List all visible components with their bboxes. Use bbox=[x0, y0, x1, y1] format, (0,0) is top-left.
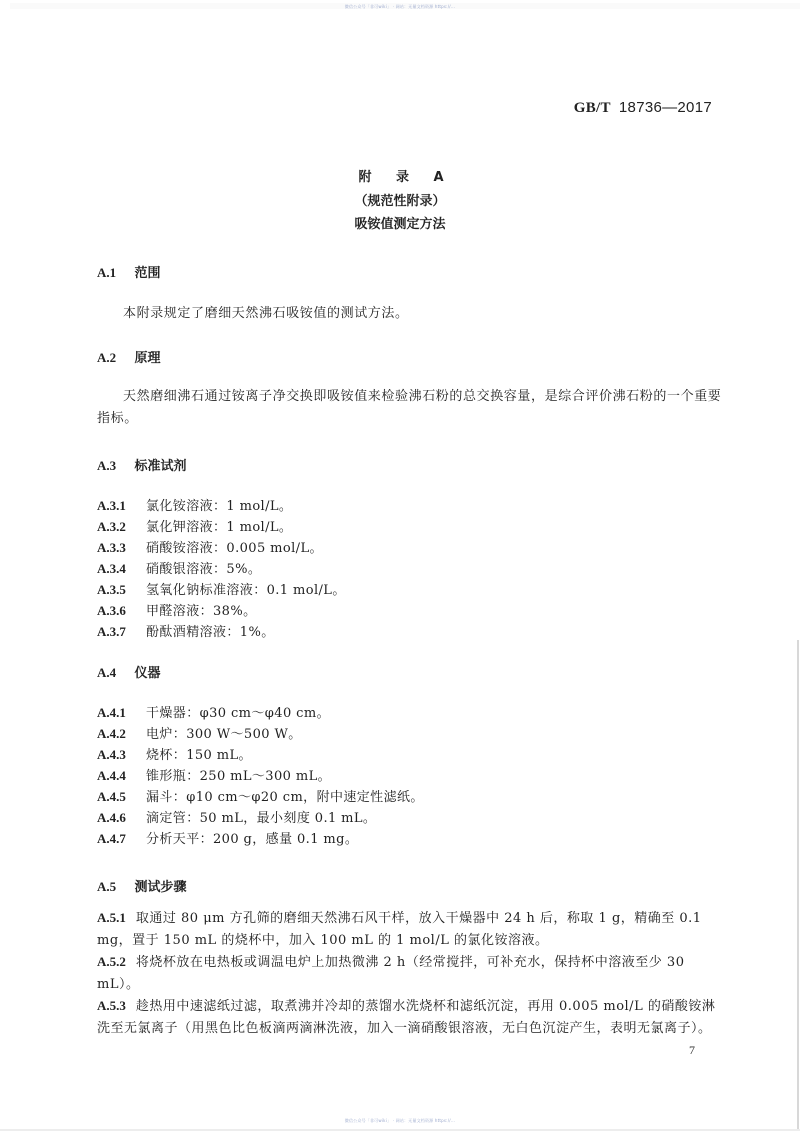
item-number: A.3.6 bbox=[97, 603, 126, 618]
item-text: 氢氧化钠标准溶液：0.1 mol/L。 bbox=[146, 583, 346, 598]
annex-type: （规范性附录） bbox=[354, 194, 446, 209]
instrument-item bbox=[97, 807, 376, 826]
item-text: 硝酸铵溶液：0.005 mol/L。 bbox=[146, 541, 323, 556]
item-text: 电炉：300 W～500 W。 bbox=[146, 727, 302, 742]
step-text: 将烧杯放在电热板或调温电炉上加热微沸 2 h（经常搅拌，可补充水，保持杯中溶液至少 30 mL）。 bbox=[97, 955, 685, 992]
standard-code bbox=[574, 99, 712, 117]
reagent-item bbox=[97, 600, 257, 619]
step-number: A.5.2 bbox=[97, 954, 126, 969]
step-number: A.5.3 bbox=[97, 998, 126, 1013]
reagent-item bbox=[97, 537, 323, 556]
section-title: 标准试剂 bbox=[134, 459, 187, 474]
standard-prefix: GB/T bbox=[573, 100, 611, 116]
instrument-item bbox=[97, 702, 330, 721]
step-number: A.5.1 bbox=[97, 910, 126, 925]
item-text: 滴定管：50 mL，最小刻度 0.1 mL。 bbox=[146, 811, 377, 826]
instrument-item bbox=[97, 786, 424, 805]
item-text: 干燥器：φ30 cm～φ40 cm。 bbox=[146, 706, 330, 721]
procedure-step bbox=[97, 995, 727, 1040]
reagent-item bbox=[97, 621, 275, 640]
item-text: 锥形瓶：250 mL～300 mL。 bbox=[146, 769, 332, 784]
section-heading-a3 bbox=[97, 455, 187, 474]
section-title: 范围 bbox=[134, 266, 161, 281]
step-text: 趁热用中速滤纸过滤，取煮沸并冷却的蒸馏水洗烧杯和滤纸沉淀，再用 0.005 mol/L 的硝酸铵淋洗至无氯离子（用黑色比色板滴两滴淋洗液，加入一滴硝酸银溶液，无白色沉淀产生，表明无氯离子）。 bbox=[97, 999, 716, 1036]
step-text: 取通过 80 μm 方孔筛的磨细天然沸石风干样，放入干燥器中 24 h 后，称取 1 g，精确至 0.1 mg，置于 150 mL 的烧杯中，加入 100 mL 的 1 mol/L 的氯化铵溶液。 bbox=[97, 911, 702, 948]
item-number: A.3.3 bbox=[97, 540, 126, 555]
section-title: 仪器 bbox=[134, 666, 161, 681]
procedure-step bbox=[97, 907, 727, 952]
item-text: 漏斗：φ10 cm～φ20 cm，附中速定性滤纸。 bbox=[146, 790, 424, 805]
item-number: A.3.4 bbox=[97, 561, 126, 576]
section-title: 原理 bbox=[134, 351, 161, 366]
item-number: A.4.6 bbox=[97, 810, 126, 825]
section-number: A.3 bbox=[97, 458, 117, 473]
reagent-item bbox=[97, 516, 292, 535]
item-number: A.4.4 bbox=[97, 768, 126, 783]
section-title: 测试步骤 bbox=[134, 880, 187, 895]
section-heading-a2 bbox=[97, 347, 161, 366]
top-watermark: 微信公众号「非可wiki」 · 网站：无量文档资源 https://... bbox=[344, 4, 456, 9]
instrument-item bbox=[97, 828, 358, 847]
item-text: 硝酸银溶液：5%。 bbox=[146, 562, 262, 577]
item-number: A.4.5 bbox=[97, 789, 126, 804]
item-text: 甲醛溶液：38%。 bbox=[146, 604, 257, 619]
item-number: A.3.5 bbox=[97, 582, 126, 597]
item-number: A.3.1 bbox=[97, 498, 126, 513]
item-text: 分析天平：200 g，感量 0.1 mg。 bbox=[146, 832, 359, 847]
section-heading-a5 bbox=[97, 876, 187, 895]
section-number: A.5 bbox=[97, 879, 117, 894]
item-number: A.4.3 bbox=[97, 747, 126, 762]
standard-number: 18736—2017 bbox=[618, 99, 712, 116]
bottom-watermark: 微信公众号「非可wiki」 · 网站：无量文档资源 https://... bbox=[344, 1118, 456, 1123]
item-text: 氯化铵溶液：1 mol/L。 bbox=[146, 499, 293, 514]
instrument-item bbox=[97, 744, 252, 763]
instrument-item bbox=[97, 723, 302, 742]
section-number: A.4 bbox=[97, 665, 117, 680]
item-number: A.3.2 bbox=[97, 519, 126, 534]
reagent-item bbox=[97, 558, 261, 577]
item-text: 烧杯：150 mL。 bbox=[146, 748, 252, 763]
item-text: 氯化钾溶液：1 mol/L。 bbox=[146, 520, 293, 535]
section-number: A.2 bbox=[97, 350, 117, 365]
section-heading-a4 bbox=[97, 662, 161, 681]
page-edge-shadow bbox=[797, 640, 799, 1131]
item-number: A.4.1 bbox=[97, 705, 126, 720]
section-number: A.1 bbox=[97, 265, 117, 280]
annex-title: 附 录 A bbox=[358, 170, 454, 185]
reagent-item bbox=[97, 579, 346, 598]
section-a2-text: 天然磨细沸石通过铵离子净交换即吸铵值来检验沸石粉的总交换容量，是综合评价沸石粉的一个重要指标。 bbox=[97, 389, 722, 426]
page-number: 7 bbox=[689, 1043, 695, 1057]
section-a1-text: 本附录规定了磨细天然沸石吸铵值的测试方法。 bbox=[123, 306, 409, 321]
item-number: A.4.7 bbox=[97, 831, 126, 846]
reagent-item bbox=[97, 495, 292, 514]
item-text: 酚酞酒精溶液：1%。 bbox=[146, 625, 275, 640]
section-heading-a1 bbox=[97, 262, 161, 281]
procedure-step bbox=[97, 951, 727, 996]
item-number: A.4.2 bbox=[97, 726, 126, 741]
item-number: A.3.7 bbox=[97, 624, 126, 639]
instrument-item bbox=[97, 765, 331, 784]
annex-name: 吸铵值测定方法 bbox=[354, 217, 446, 232]
